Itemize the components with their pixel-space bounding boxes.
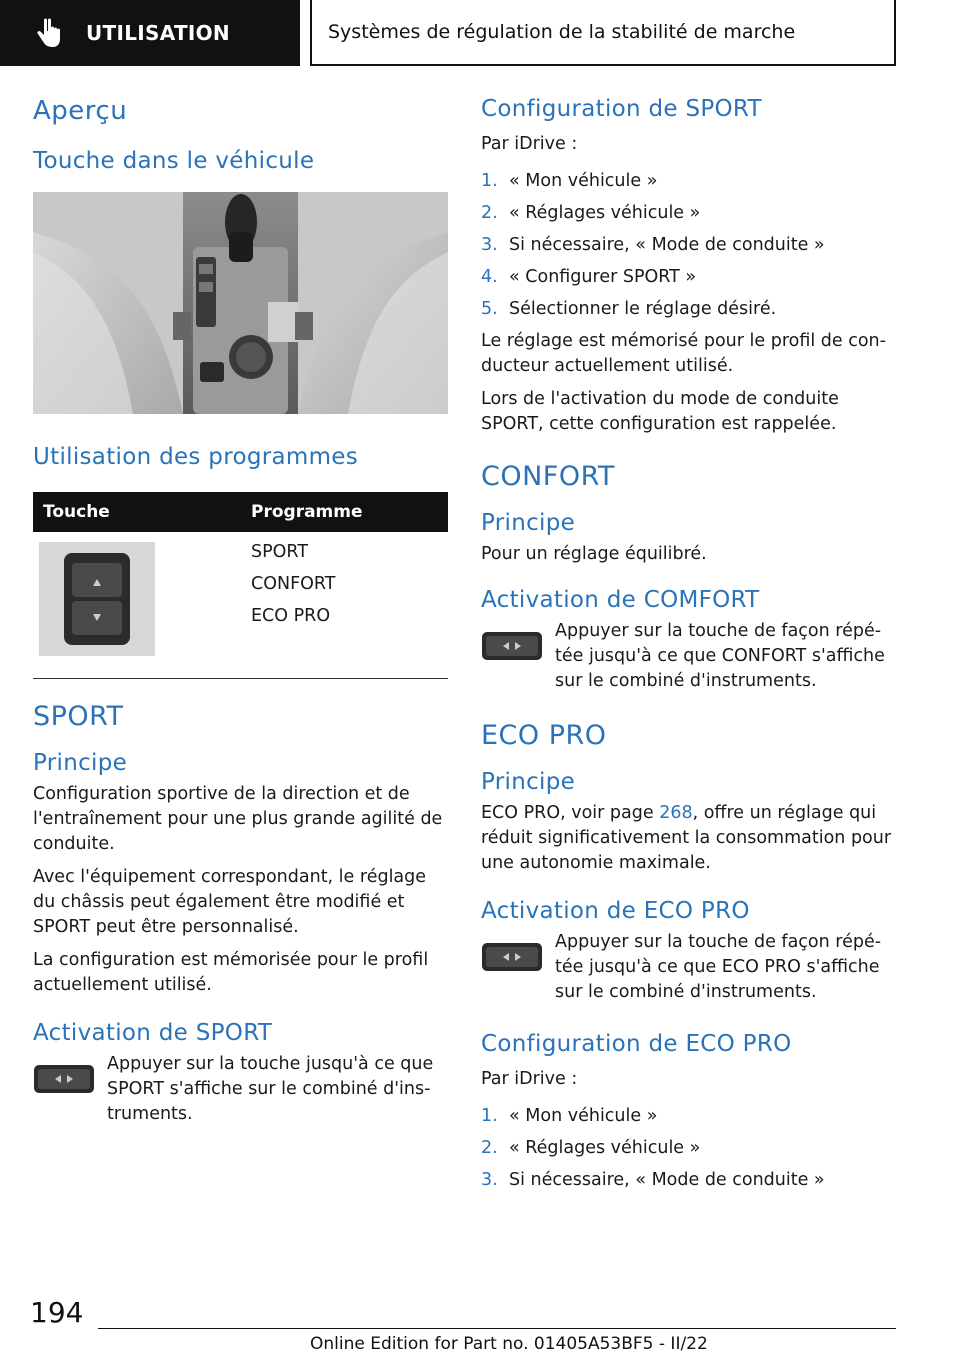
sport-principe-p3: La configuration est mémorisée pour le profil actuellement utilisé. (33, 950, 429, 995)
driving-mode-button-icon (481, 942, 543, 972)
list-item: 1. « Mon véhicule » (481, 1106, 658, 1126)
chapter-title: Systèmes de régulation de la stabilité de marche (328, 21, 796, 43)
confort-principe-heading: Principe (481, 510, 576, 536)
eco-principe-text: ECO PRO, voir page 268, offre un réglage qui réduit significativement la consommation pour une autonomie maximale. (481, 803, 892, 873)
apercu-heading: Aperçu (33, 96, 128, 126)
eco-config-steps (481, 1104, 896, 1193)
page-number: 194 (30, 1296, 84, 1329)
eco-activation-row (481, 930, 896, 1005)
sport-activation-text: Appuyer sur la touche jusqu'à ce que SPORT s'affiche sur le combiné d'ins-truments. (107, 1054, 434, 1124)
section-label: UTILISATION (86, 21, 230, 45)
sport-heading: SPORT (33, 701, 124, 732)
confort-activation-row (481, 619, 896, 694)
list-item: 5. Sélectionner le réglage désiré. (481, 299, 777, 319)
program-confort: CONFORT (251, 574, 336, 594)
program-sport: SPORT (251, 542, 309, 562)
programs-table (33, 492, 448, 666)
driving-mode-button-icon (33, 1064, 95, 1094)
footer-divider (98, 1328, 896, 1329)
page-link[interactable]: 268 (659, 803, 693, 823)
eco-activation-heading: Activation de ECO PRO (481, 898, 750, 924)
list-item: 1. « Mon véhicule » (481, 171, 658, 191)
left-column (33, 96, 448, 1127)
driving-mode-button-icon (481, 631, 543, 661)
confort-principe-text: Pour un réglage équilibré. (481, 544, 707, 564)
touche-heading: Touche dans le véhicule (33, 148, 315, 174)
sport-activation-heading: Activation de SPORT (33, 1020, 273, 1046)
eco-config-heading: Configuration de ECO PRO (481, 1031, 792, 1057)
confort-activation-text: Appuyer sur la touche de façon répé-tée jusqu'à ce que CONFORT s'affiche sur le combiné d'instruments. (555, 621, 885, 691)
eco-activation-text: Appuyer sur la touche de façon répé-tée jusqu'à ce que ECO PRO s'affiche sur le combiné d'instruments. (555, 932, 882, 1002)
sport-principe-p2: Avec l'équipement correspondant, le réglage du châssis peut également être modifié et SPORT peut être personnalisé. (33, 867, 427, 937)
hand-pointer-icon (28, 13, 68, 53)
config-sport-heading: Configuration de SPORT (481, 96, 762, 122)
confort-heading: CONFORT (481, 461, 615, 492)
section-divider (33, 678, 448, 679)
header-title-box (310, 0, 896, 66)
list-item: 2. « Réglages véhicule » (481, 203, 701, 223)
program-eco-pro: ECO PRO (251, 606, 331, 626)
mode-switch-photo (39, 542, 155, 656)
list-item: 3. Si nécessaire, « Mode de conduite » (481, 1170, 825, 1190)
confort-activation-heading: Activation de COMFORT (481, 587, 760, 613)
list-item: 3. Si nécessaire, « Mode de conduite » (481, 235, 825, 255)
table-header-programme: Programme (241, 492, 448, 532)
sport-principe-heading: Principe (33, 750, 128, 776)
right-column (481, 96, 896, 1200)
sport-principe-p1: Configuration sportive de la direction et de l'entraînement pour une plus grande agilité de conduite. (33, 784, 443, 854)
list-item: 4. « Configurer SPORT » (481, 267, 697, 287)
center-console-photo (33, 192, 448, 414)
config-sport-p2: Lors de l'activation du mode de conduite SPORT, cette configuration est rappelée. (481, 389, 839, 434)
sport-activation-row (33, 1052, 448, 1127)
config-sport-p1: Le réglage est mémorisé pour le profil de con-ducteur actuellement utilisé. (481, 331, 886, 376)
eco-heading: ECO PRO (481, 720, 607, 751)
utilisation-heading: Utilisation des programmes (33, 444, 359, 470)
list-item: 2. « Réglages véhicule » (481, 1138, 701, 1158)
table-header-touche: Touche (33, 492, 241, 532)
eco-principe-heading: Principe (481, 769, 576, 795)
header-section-tab (0, 0, 300, 66)
config-sport-steps (481, 169, 896, 322)
edition-note: Online Edition for Part no. 01405A53BF5 - II/22 (310, 1334, 708, 1354)
config-sport-intro: Par iDrive : (481, 134, 578, 154)
eco-config-intro: Par iDrive : (481, 1069, 578, 1089)
